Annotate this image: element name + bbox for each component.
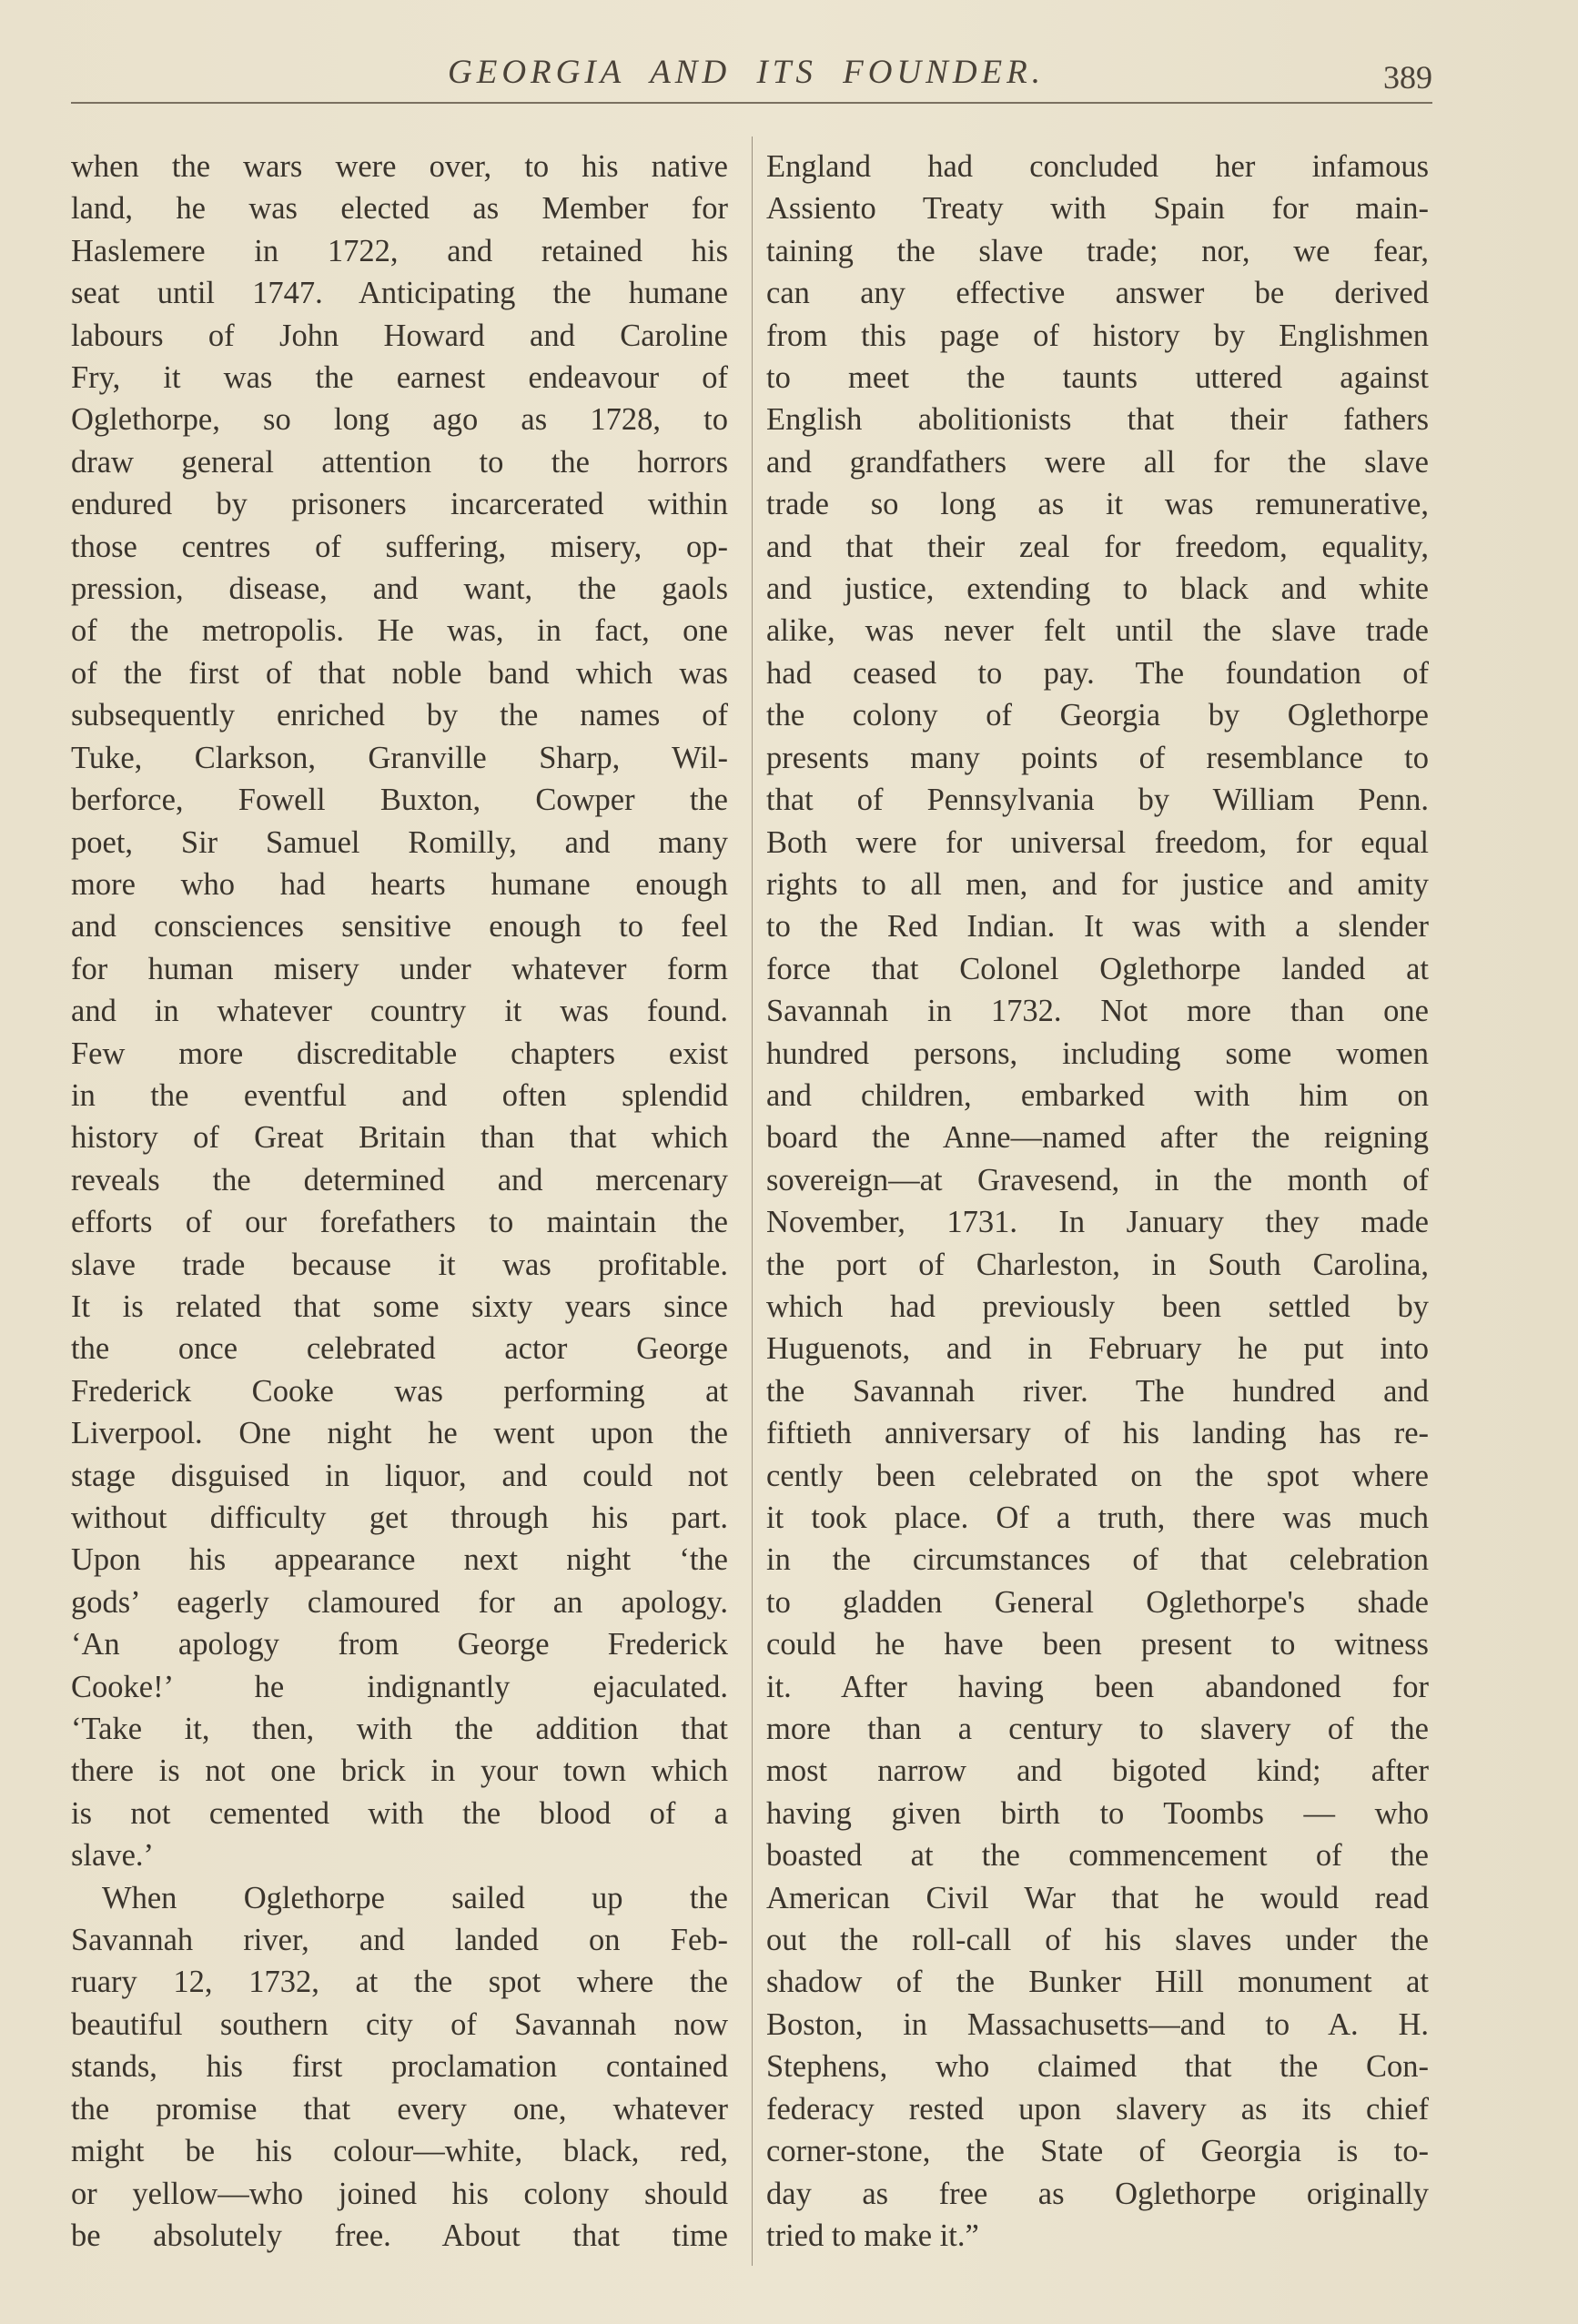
text-line: stage disguised in liquor, and could not xyxy=(71,1458,728,1493)
text-line: Boston, in Massachusetts—and to A. H. xyxy=(766,2006,1429,2042)
text-line: it took place. Of a truth, there was much xyxy=(766,1500,1429,1535)
text-line: ‘An apology from George Frederick xyxy=(71,1627,728,1662)
text-line: can any effective answer be derived xyxy=(766,276,1429,311)
text-line: seat until 1747. Anticipating the humane xyxy=(71,276,728,311)
text-line: Stephens, who claimed that the Con- xyxy=(766,2049,1429,2085)
text-line: endured by prisoners incarcerated within xyxy=(71,487,728,522)
text-line: and that their zeal for freedom, equality, xyxy=(766,529,1429,564)
text-line: It is related that some sixty years since xyxy=(71,1288,728,1324)
text-line: to meet the taunts uttered against xyxy=(766,360,1429,396)
text-line: and consciences sensitive enough to feel xyxy=(71,909,728,945)
text-line: pression, disease, and want, the gaols xyxy=(71,571,728,607)
text-line: efforts of our forefathers to maintain the xyxy=(71,1205,728,1240)
text-line: those centres of suffering, misery, op- xyxy=(71,529,728,564)
text-line: federacy rested upon slavery as its chief xyxy=(766,2091,1429,2127)
text-line: Savannah river, and landed on Feb- xyxy=(71,1923,728,1958)
text-line: Frederick Cooke was performing at xyxy=(71,1373,728,1409)
text-line: berforce, Fowell Buxton, Cowper the xyxy=(71,783,728,818)
text-line: had ceased to pay. The foundation of xyxy=(766,655,1429,691)
text-line: gods’ eagerly clamoured for an apology. xyxy=(71,1584,728,1620)
text-line: sovereign—at Gravesend, in the month of xyxy=(766,1162,1429,1197)
text-line: Few more discreditable chapters exist xyxy=(71,1036,728,1071)
text-line: to gladden General Oglethorpe's shade xyxy=(766,1584,1429,1620)
text-line: most narrow and bigoted kind; after xyxy=(766,1753,1429,1789)
text-line: shadow of the Bunker Hill monument at xyxy=(766,1965,1429,2000)
text-line: presents many points of resemblance to xyxy=(766,740,1429,775)
text-line: or yellow—who joined his colony should xyxy=(71,2176,728,2211)
text-line: that of Pennsylvania by William Penn. xyxy=(766,783,1429,818)
text-line: to the Red Indian. It was with a slender xyxy=(766,909,1429,945)
text-line: and children, embarked with him on xyxy=(766,1077,1429,1113)
text-line: November, 1731. In January they made xyxy=(766,1205,1429,1240)
text-line: force that Colonel Oglethorpe landed at xyxy=(766,951,1429,986)
text-line: Oglethorpe, so long ago as 1728, to xyxy=(71,402,728,438)
text-line: corner-stone, the State of Georgia is to- xyxy=(766,2134,1429,2169)
text-line: for human misery under whatever form xyxy=(71,951,728,986)
left-column xyxy=(71,146,728,2257)
text-line: in the circumstances of that celebration xyxy=(766,1542,1429,1578)
text-line: might be his colour—white, black, red, xyxy=(71,2134,728,2169)
text-line: is not cemented with the blood of a xyxy=(71,1795,728,1831)
text-line: more than a century to slavery of the xyxy=(766,1712,1429,1747)
text-line: slave trade because it was profitable. xyxy=(71,1247,728,1282)
text-line: be absolutely free. About that time xyxy=(71,2218,728,2253)
text-line: Both were for universal freedom, for equal xyxy=(766,824,1429,860)
text-line: land, he was elected as Member for xyxy=(71,191,728,227)
text-line: hundred persons, including some women xyxy=(766,1036,1429,1071)
header-rule xyxy=(71,102,1432,104)
text-line: in the eventful and often splendid xyxy=(71,1077,728,1113)
text-line: English abolitionists that their fathers xyxy=(766,402,1429,438)
text-line: Fry, it was the earnest endeavour of xyxy=(71,360,728,396)
text-line: from this page of history by Englishmen xyxy=(766,318,1429,353)
text-line: American Civil War that he would read xyxy=(766,1880,1429,1915)
text-line: the promise that every one, whatever xyxy=(71,2091,728,2127)
text-line: board the Anne—named after the reigning xyxy=(766,1120,1429,1156)
text-line: Savannah in 1732. Not more than one xyxy=(766,994,1429,1029)
text-line: the colony of Georgia by Oglethorpe xyxy=(766,698,1429,733)
text-line: there is not one brick in your town which xyxy=(71,1753,728,1789)
text-line: When Oglethorpe sailed up the xyxy=(102,1880,728,1915)
text-line: cently been celebrated on the spot where xyxy=(766,1458,1429,1493)
text-line: of the metropolis. He was, in fact, one xyxy=(71,613,728,649)
text-line: more who had hearts humane enough xyxy=(71,866,728,902)
text-line: boasted at the commencement of the xyxy=(766,1838,1429,1874)
text-line: taining the slave trade; nor, we fear, xyxy=(766,233,1429,268)
page-number: 389 xyxy=(1383,59,1432,96)
text-line: reveals the determined and mercenary xyxy=(71,1162,728,1197)
text-line: subsequently enriched by the names of xyxy=(71,698,728,733)
text-line: Liverpool. One night he went upon the xyxy=(71,1416,728,1451)
text-line: stands, his first proclamation contained xyxy=(71,2049,728,2085)
text-line: poet, Sir Samuel Romilly, and many xyxy=(71,824,728,860)
text-line: the Savannah river. The hundred and xyxy=(766,1373,1429,1409)
text-line: ruary 12, 1732, at the spot where the xyxy=(71,1965,728,2000)
column-divider xyxy=(752,136,753,2266)
text-line: fiftieth anniversary of his landing has re- xyxy=(766,1416,1429,1451)
text-line: ‘Take it, then, with the addition that xyxy=(71,1712,728,1747)
text-line: when the wars were over, to his native xyxy=(71,149,728,184)
text-line: slave.’ xyxy=(71,1838,155,1874)
text-line: and justice, extending to black and white xyxy=(766,571,1429,607)
text-line: Tuke, Clarkson, Granville Sharp, Wil- xyxy=(71,740,728,775)
text-line: day as free as Oglethorpe originally xyxy=(766,2176,1429,2211)
text-line: labours of John Howard and Caroline xyxy=(71,318,728,353)
text-line: England had concluded her infamous xyxy=(766,149,1429,184)
text-line: and in whatever country it was found. xyxy=(71,994,728,1029)
text-line: alike, was never felt until the slave trade xyxy=(766,613,1429,649)
text-line: the port of Charleston, in South Carolina, xyxy=(766,1247,1429,1282)
text-line: Assiento Treaty with Spain for main- xyxy=(766,191,1429,227)
text-line: it. After having been abandoned for xyxy=(766,1669,1429,1704)
text-line: Cooke!’ he indignantly ejaculated. xyxy=(71,1669,728,1704)
text-line: tried to make it.” xyxy=(766,2218,979,2253)
text-line: history of Great Britain than that which xyxy=(71,1120,728,1156)
text-line: Upon his appearance next night ‘the xyxy=(71,1542,728,1578)
text-line: draw general attention to the horrors xyxy=(71,444,728,480)
right-column xyxy=(766,146,1429,2257)
text-line: without difficulty get through his part. xyxy=(71,1500,728,1535)
text-line: beautiful southern city of Savannah now xyxy=(71,2006,728,2042)
running-title: GEORGIA AND ITS FOUNDER. xyxy=(448,54,1045,91)
text-line: could he have been present to witness xyxy=(766,1627,1429,1662)
text-line: trade so long as it was remunerative, xyxy=(766,487,1429,522)
text-line: Huguenots, and in February he put into xyxy=(766,1331,1429,1367)
text-line: out the roll-call of his slaves under the xyxy=(766,1923,1429,1958)
text-line: the once celebrated actor George xyxy=(71,1331,728,1367)
text-line: of the first of that noble band which was xyxy=(71,655,728,691)
text-line: having given birth to Toombs — who xyxy=(766,1795,1429,1831)
text-line: rights to all men, and for justice and amity xyxy=(766,866,1429,902)
text-line: which had previously been settled by xyxy=(766,1288,1429,1324)
text-line: Haslemere in 1722, and retained his xyxy=(71,233,728,268)
text-line: and grandfathers were all for the slave xyxy=(766,444,1429,480)
